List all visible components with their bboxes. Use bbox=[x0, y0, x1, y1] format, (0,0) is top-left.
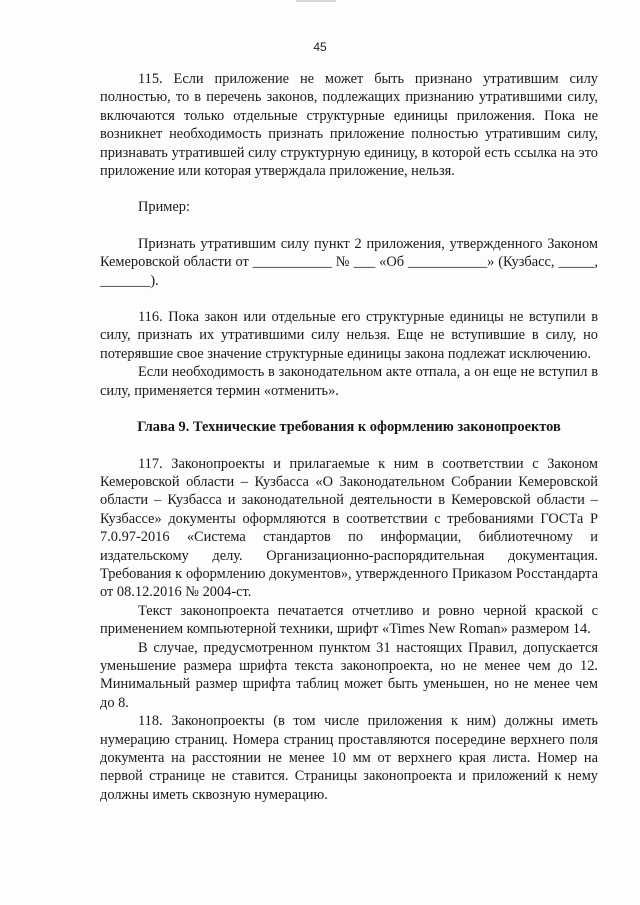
paragraph-116-continuation: Если необходимость в законодательном акте отпала, а он еще не вступил в силу, применяется термин «отменить». bbox=[100, 364, 598, 399]
page-number: 45 bbox=[313, 40, 327, 54]
paragraph-118: 118. Законопроекты (в том числе приложения к ним) должны иметь нумерацию страниц. Номера страниц проставляются посередине верхнего поля документа на расстоянии не менее 10 мм от верхнего края листа. Номер на первой странице не ставится. Страницы законопроекта и приложений к нему должны иметь сквозную нумерацию. bbox=[100, 713, 598, 803]
paragraph-117-font: Текст законопроекта печатается отчетливо и ровно черной краской с применением компьютерной техники, шрифт «Times New Roman» размером 14. bbox=[100, 602, 598, 638]
example-text: Признать утратившим силу пункт 2 приложения, утвержденного Законом Кемеровской области от ___________ № ___ «Об ___________» (Кузбасс, _____, _______). bbox=[100, 235, 598, 289]
paragraph-117-reduce: В случае, предусмотренном пунктом 31 настоящих Правил, допускается уменьшение размера шрифта текста законопроекта, но не менее чем до 12. Минимальный размер шрифта таблиц может быть уменьшен, но не менее чем до 8. bbox=[100, 639, 598, 711]
scan-artifact bbox=[296, 0, 336, 8]
paragraph-115: 115. Если приложение не может быть признано утратившим силу полностью, то в перечень законов, подлежащих признанию утратившими силу, включаются только отдельные структурные единицы приложения. Пока не возникнет необходимость признать приложение полностью утратившим силу, признавать утратившей силу структурную единицу, в которой есть ссылка на это приложение или которая утверждала приложение, нельзя. bbox=[100, 71, 598, 180]
paragraph-117: 117. Законопроекты и прилагаемые к ним в соответствии с Законом Кемеровской области – Кузбасса «О Законодательном Собрании Кемеровской области – Кузбасса и законодательной деятельности в Кемеровской области – Кузбассе» документы оформляются в соответствии с требованиями ГОСТа Р 7.0.97-2016 «Система стандартов по информации, библиотечному и издательскому делу. Организационно-распорядительная документация. Требования к оформлению документов», утвержденного Приказом Росстандарта от 08.12.2016 № 2004-ст. bbox=[100, 455, 598, 601]
document-body bbox=[100, 70, 598, 804]
chapter-heading: Глава 9. Технические требования к оформлению законопроектов bbox=[137, 419, 561, 436]
paragraph-116: 116. Пока закон или отдельные его структурные единицы не вступили в силу, признать их утратившими силу нельзя. Еще не вступившие в силу, но потерявшие свое значение структурные единицы закона подлежат исключению. bbox=[100, 309, 598, 362]
example-label: Пример: bbox=[138, 199, 190, 216]
